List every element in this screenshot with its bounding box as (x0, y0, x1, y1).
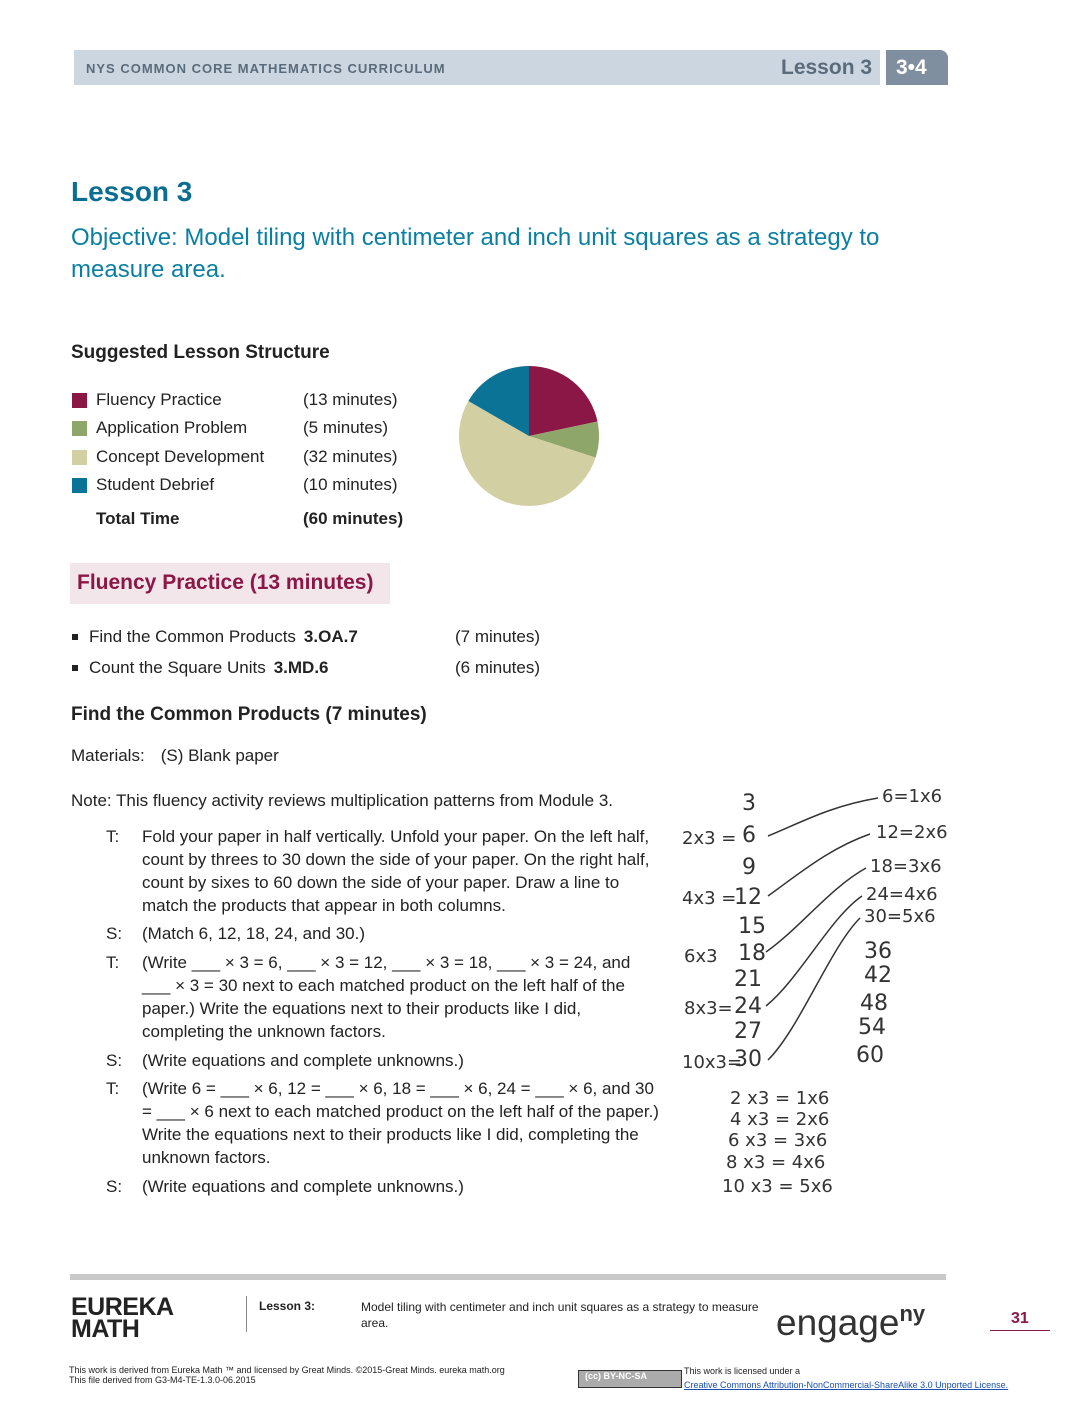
speaker: T: (106, 953, 120, 972)
legend-swatch (72, 393, 87, 408)
speaker: S: (106, 924, 123, 943)
structure-minutes: (10 minutes) (303, 475, 398, 494)
hw-summary: 2 x3 = 1x6 (730, 1088, 830, 1109)
fluency-item-standard: 3.OA.7 (303, 627, 358, 646)
structure-name: Concept Development (96, 447, 265, 466)
fluency-item-standard: 3.MD.6 (273, 658, 329, 677)
cc-license-badge-text: (cc) BY-NC-SA (585, 1371, 648, 1381)
hw-left-value: 21 (734, 967, 762, 992)
dialogue-text: Fold your paper in half vertically. Unfold your paper. On the left half, count by threes to 30 down the side of your paper. On the right half, count by sixes to 60 down the side of your paper. Draw a line to match the products that appear in both columns. (142, 827, 650, 915)
speaker: T: (106, 1079, 120, 1098)
license-link[interactable]: Creative Commons Attribution-NonCommercial-ShareAlike 3.0 Unported License. (684, 1380, 1009, 1390)
footer-lesson-label: Lesson 3: (259, 1299, 316, 1313)
footer-divider (246, 1296, 247, 1332)
fluency-item-minutes: (6 minutes) (455, 658, 541, 677)
hw-left-label: 10x3= (682, 1052, 743, 1073)
objective: Objective: Model tiling with centimeter and inch unit squares as a strategy to measure area. (71, 224, 880, 283)
hw-left-value: 18 (738, 941, 766, 966)
dialogue-text: (Write ___ × 3 = 6, ___ × 3 = 12, ___ × 3 = 18, ___ × 3 = 24, and ___ × 3 = 30 next to each matched product on the left half of the paper.) Write the equations next to their products like I did, completing the unknown factors. (142, 953, 631, 1041)
eureka-logo-line1: EUREKA (71, 1293, 174, 1321)
hw-right-value: 54 (858, 1015, 886, 1040)
curriculum-label: NYS COMMON CORE MATHEMATICS CURRICULUM (86, 61, 446, 76)
footer-lesson-description: Model tiling with centimeter and inch unit squares as a strategy to measure area. (361, 1300, 759, 1330)
hw-right-value: 18=3x6 (870, 856, 942, 877)
fluency-item-text: Find the Common Products (89, 627, 296, 646)
hw-left-value: 15 (738, 914, 766, 939)
hw-left-label: 6x3 (684, 946, 718, 967)
hw-left-value: 3 (742, 791, 756, 816)
hw-left-label: 2x3 = (682, 828, 737, 849)
speaker: S: (106, 1177, 123, 1196)
speaker: T: (106, 827, 120, 846)
hw-right-value: 48 (860, 991, 888, 1016)
structure-minutes: (5 minutes) (303, 418, 389, 437)
hw-right-value: 42 (864, 963, 892, 988)
fluency-item-minutes: (7 minutes) (455, 627, 541, 646)
credit-line: This work is derived from Eureka Math ™ and licensed by Great Minds. ©2015-Great Minds. eureka math.org (69, 1365, 505, 1375)
speaker: S: (106, 1051, 123, 1070)
fluency-item-text: Count the Square Units (89, 658, 266, 677)
total-time-label: Total Time (96, 509, 180, 528)
match-line (768, 834, 870, 896)
engage-ny-text: ny (899, 1301, 926, 1326)
eureka-logo-line2: MATH (71, 1315, 140, 1343)
structure-minutes: (32 minutes) (303, 447, 398, 466)
hw-left-label: 8x3= (684, 998, 733, 1019)
hw-left-label: 4x3 = (682, 888, 737, 909)
structure-name: Application Problem (96, 418, 248, 437)
structure-title: Suggested Lesson Structure (71, 342, 330, 363)
section-title: Find the Common Products (7 minutes) (71, 704, 427, 725)
hw-left-value: 30 (734, 1047, 762, 1072)
bullet-icon (72, 665, 78, 671)
fluency-heading: Fluency Practice (13 minutes) (77, 571, 374, 594)
hw-right-value: 60 (856, 1043, 884, 1068)
page-number: 31 (1011, 1310, 1029, 1327)
legend-swatch (72, 450, 87, 465)
hw-right-value: 30=5x6 (864, 906, 936, 927)
hw-left-value: 27 (734, 1019, 762, 1044)
page-title: Lesson 3 (71, 176, 193, 207)
hw-summary: 10 x3 = 5x6 (722, 1176, 833, 1197)
structure-name: Fluency Practice (96, 390, 222, 409)
hw-right-value: 6=1x6 (882, 786, 943, 807)
materials (71, 746, 279, 766)
structure-name: Student Debrief (96, 475, 215, 494)
hw-summary: 4 x3 = 2x6 (730, 1109, 830, 1130)
structure-minutes: (13 minutes) (303, 390, 398, 409)
footer-rule (70, 1274, 946, 1280)
dialogue-text: (Write 6 = ___ × 6, 12 = ___ × 6, 18 = ___ × 6, 24 = ___ × 6, and 30 = ___ × 6 next to each matched product on the left half of the paper.) Write the equations next to their products like I did, completing the unknown factors. (142, 1079, 659, 1167)
engage-text: engage (776, 1302, 900, 1343)
lesson-structure-pie (456, 363, 602, 509)
dialogue-text: (Match 6, 12, 18, 24, and 30.) (142, 924, 366, 943)
license-text: This work is licensed under a (684, 1366, 801, 1376)
dialogue-text: (Write equations and complete unknowns.) (142, 1051, 464, 1070)
legend-swatch (72, 478, 87, 493)
module-badge-text: 3•4 (896, 56, 927, 79)
hw-right-value: 36 (864, 939, 892, 964)
handwritten-example (670, 778, 960, 1208)
engageny-logo (776, 1301, 925, 1344)
note: Note: This fluency activity reviews multiplication patterns from Module 3. (71, 791, 614, 810)
credit-line: This file derived from G3-M4-TE-1.3.0-06.2015 (69, 1375, 256, 1385)
total-time-value: (60 minutes) (303, 509, 404, 528)
legend-swatch (72, 421, 87, 436)
hw-right-value: 12=2x6 (876, 822, 948, 843)
match-line (768, 798, 878, 836)
materials-value: (S) Blank paper (160, 746, 279, 765)
match-line (766, 868, 866, 952)
hw-right-value: 24=4x6 (866, 884, 938, 905)
hw-left-value: 24 (734, 994, 762, 1019)
hw-left-value: 9 (742, 855, 756, 880)
hw-summary: 6 x3 = 3x6 (728, 1130, 828, 1151)
bullet-icon (72, 634, 78, 640)
hw-left-value: 12 (734, 885, 762, 910)
header-lesson-label: Lesson 3 (781, 56, 873, 79)
hw-summary: 8 x3 = 4x6 (726, 1152, 826, 1173)
materials-label: Materials: (71, 746, 145, 765)
dialogue-text: (Write equations and complete unknowns.) (142, 1177, 464, 1196)
hw-left-value: 6 (742, 823, 756, 848)
page-number-rule (990, 1330, 1050, 1331)
